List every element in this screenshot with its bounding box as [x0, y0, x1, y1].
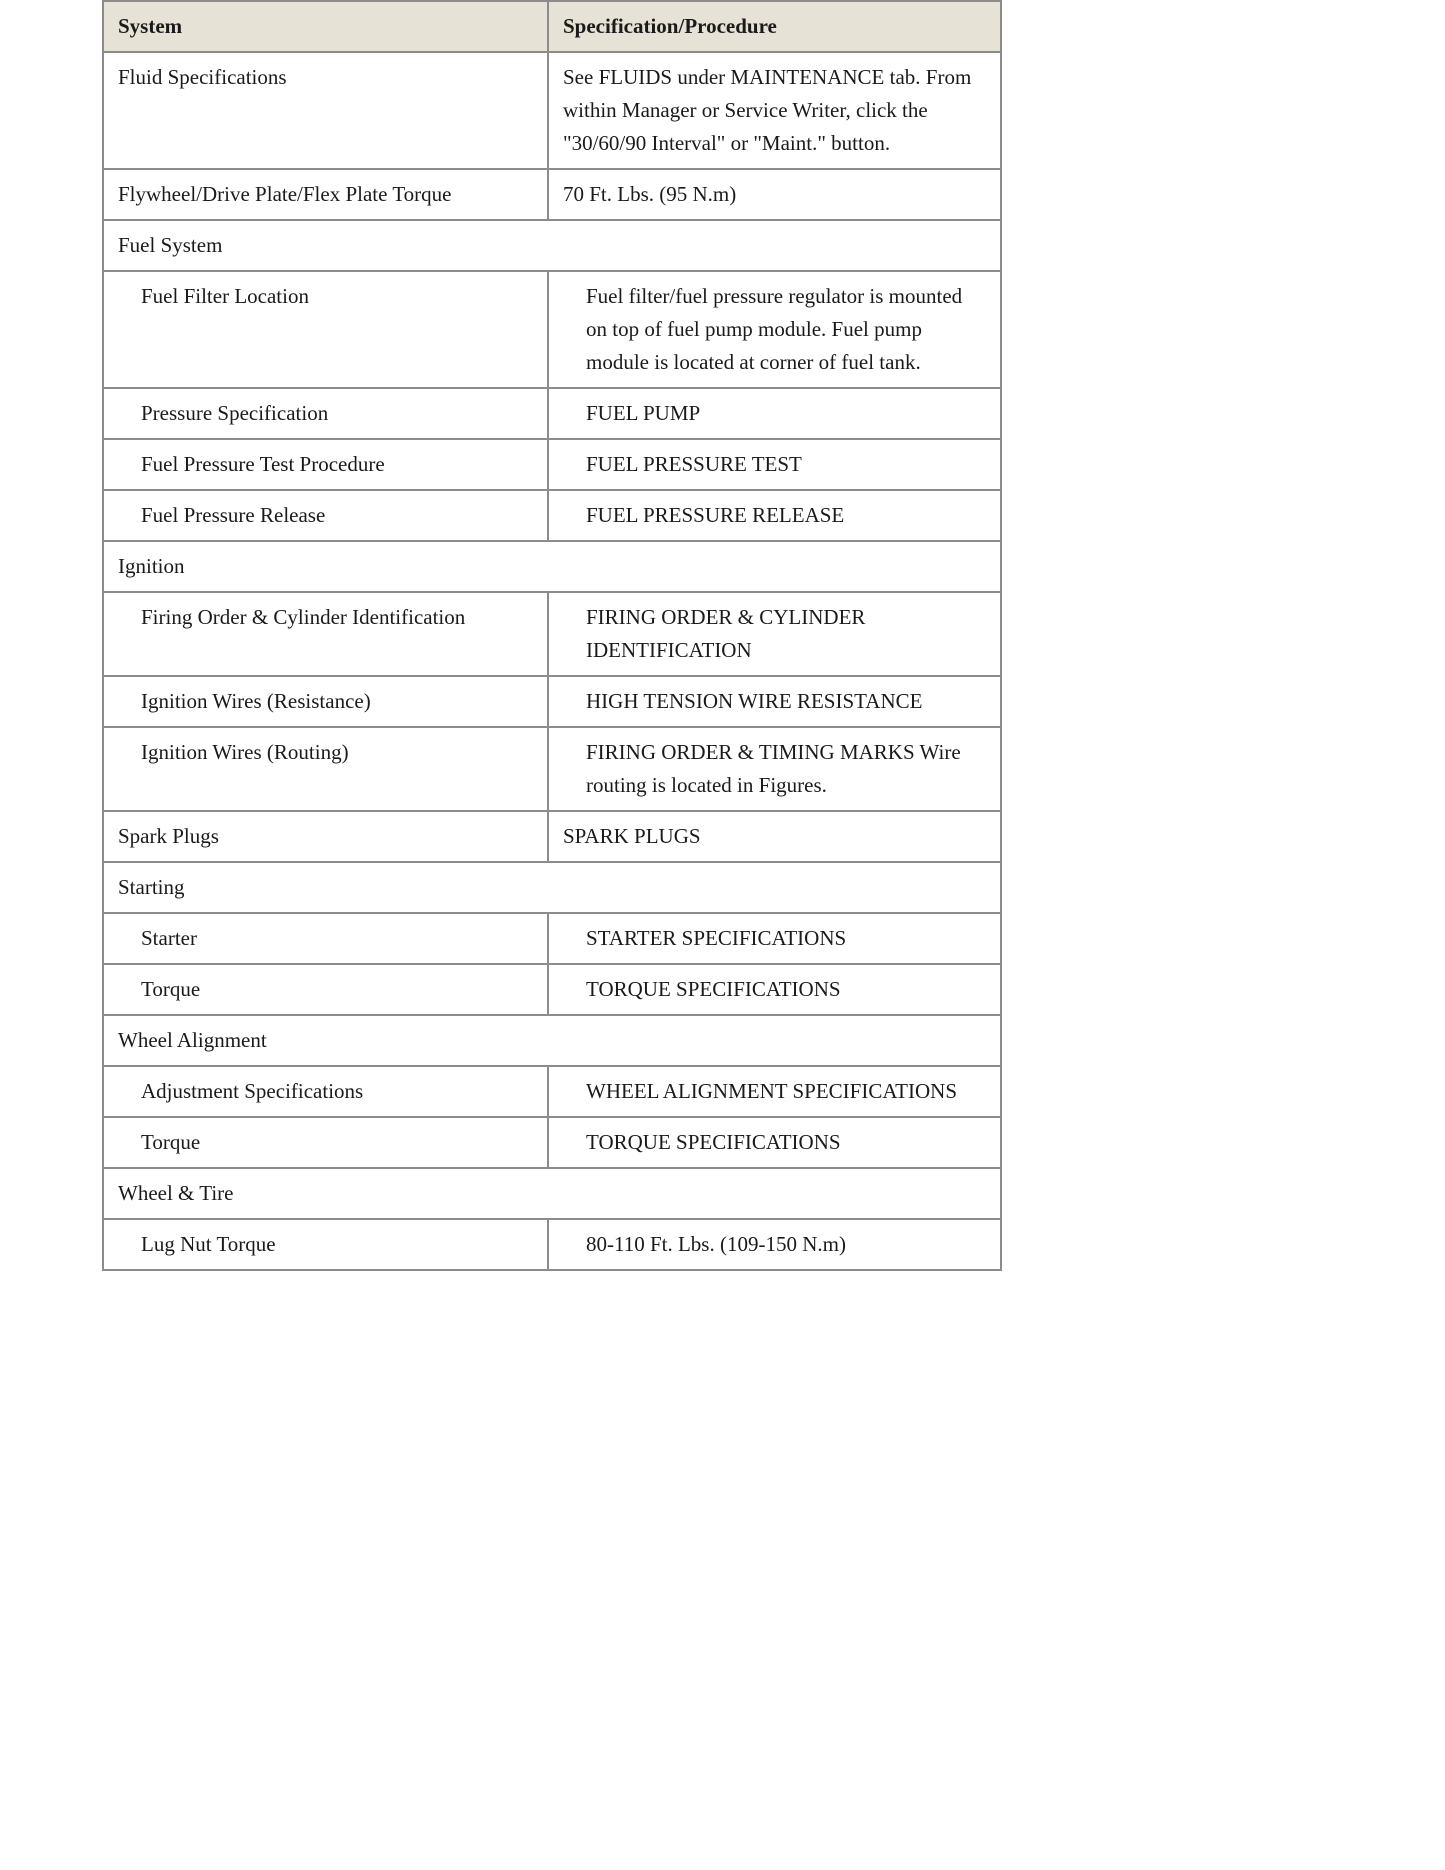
system-cell: Fuel Pressure Release — [103, 490, 548, 541]
table-row — [103, 1117, 1001, 1168]
spec-cell: 70 Ft. Lbs. (95 N.m) — [548, 169, 1001, 220]
spec-cell: TORQUE SPECIFICATIONS — [548, 964, 1001, 1015]
spec-cell: FUEL PUMP — [548, 388, 1001, 439]
table-row — [103, 727, 1001, 811]
system-cell: Ignition Wires (Routing) — [103, 727, 548, 811]
table-row — [103, 964, 1001, 1015]
spec-cell: SPARK PLUGS — [548, 811, 1001, 862]
table-row — [103, 1219, 1001, 1270]
system-cell: Starter — [103, 913, 548, 964]
spec-cell: See FLUIDS under MAINTENANCE tab. From within Manager or Service Writer, click the "30/60/90 Interval" or "Maint." button. — [548, 52, 1001, 169]
spec-cell: FIRING ORDER & CYLINDER IDENTIFICATION — [548, 592, 1001, 676]
table-row — [103, 388, 1001, 439]
system-cell: Spark Plugs — [103, 811, 548, 862]
table-row — [103, 439, 1001, 490]
system-cell: Ignition Wires (Resistance) — [103, 676, 548, 727]
table-row — [103, 52, 1001, 169]
table-group-row — [103, 1168, 1001, 1219]
spec-cell: TORQUE SPECIFICATIONS — [548, 1117, 1001, 1168]
system-cell: Fuel Filter Location — [103, 271, 548, 388]
system-cell: Torque — [103, 964, 548, 1015]
group-label: Starting — [103, 862, 1001, 913]
table-row — [103, 490, 1001, 541]
table-body — [103, 52, 1001, 1270]
table-row — [103, 592, 1001, 676]
spec-cell: Fuel filter/fuel pressure regulator is mounted on top of fuel pump module. Fuel pump module is located at corner of fuel tank. — [548, 271, 1001, 388]
spec-cell: FUEL PRESSURE RELEASE — [548, 490, 1001, 541]
table-row — [103, 676, 1001, 727]
group-label: Wheel & Tire — [103, 1168, 1001, 1219]
table-row — [103, 169, 1001, 220]
table-group-row — [103, 862, 1001, 913]
table-row — [103, 271, 1001, 388]
group-label: Fuel System — [103, 220, 1001, 271]
table-row — [103, 913, 1001, 964]
table-row — [103, 1066, 1001, 1117]
system-cell: Fluid Specifications — [103, 52, 548, 169]
table-group-row — [103, 1015, 1001, 1066]
spec-cell: FIRING ORDER & TIMING MARKS Wire routing is located in Figures. — [548, 727, 1001, 811]
table-row — [103, 811, 1001, 862]
system-cell: Torque — [103, 1117, 548, 1168]
table-group-row — [103, 541, 1001, 592]
spec-cell: 80-110 Ft. Lbs. (109-150 N.m) — [548, 1219, 1001, 1270]
system-cell: Fuel Pressure Test Procedure — [103, 439, 548, 490]
table-header-row — [103, 1, 1001, 52]
header-spec: Specification/Procedure — [548, 1, 1001, 52]
spec-cell: STARTER SPECIFICATIONS — [548, 913, 1001, 964]
spec-cell: FUEL PRESSURE TEST — [548, 439, 1001, 490]
table-group-row — [103, 220, 1001, 271]
system-cell: Adjustment Specifications — [103, 1066, 548, 1117]
system-cell: Firing Order & Cylinder Identification — [103, 592, 548, 676]
group-label: Ignition — [103, 541, 1001, 592]
system-cell: Pressure Specification — [103, 388, 548, 439]
system-cell: Lug Nut Torque — [103, 1219, 548, 1270]
group-label: Wheel Alignment — [103, 1015, 1001, 1066]
spec-cell: WHEEL ALIGNMENT SPECIFICATIONS — [548, 1066, 1001, 1117]
spec-cell: HIGH TENSION WIRE RESISTANCE — [548, 676, 1001, 727]
header-system: System — [103, 1, 548, 52]
system-cell: Flywheel/Drive Plate/Flex Plate Torque — [103, 169, 548, 220]
spec-table — [102, 0, 1002, 1271]
